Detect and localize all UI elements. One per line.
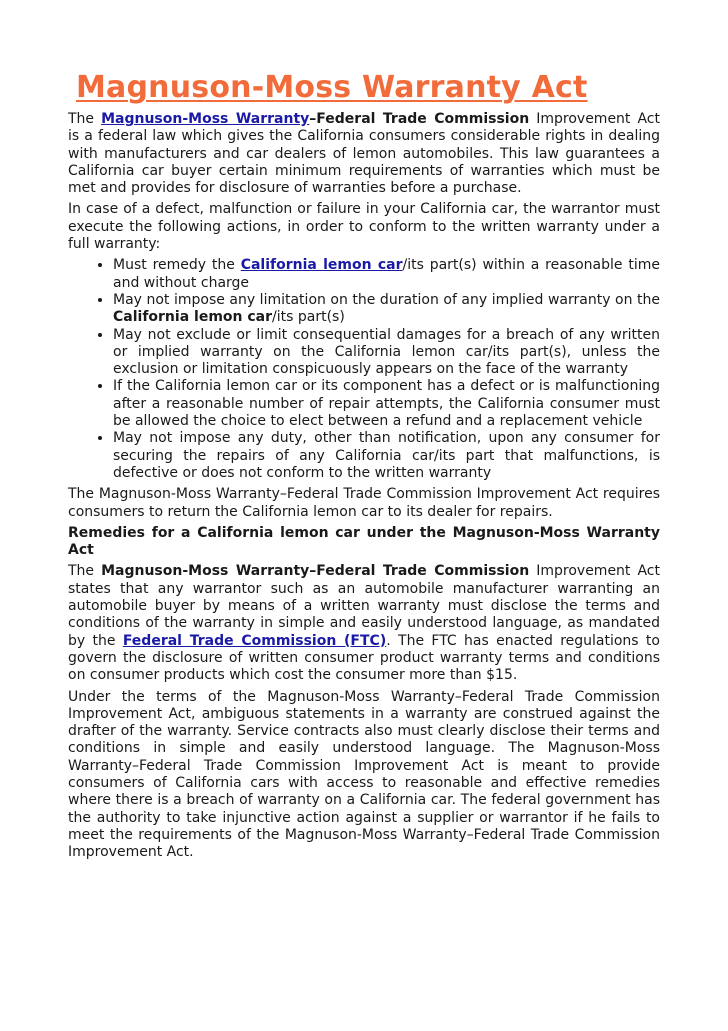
list-item: [113, 257, 660, 292]
remedies-paragraph: [68, 563, 660, 684]
bullet-2-text-1: May not impose any limitation on the duration of any implied warranty on the: [113, 291, 660, 308]
repairs-paragraph: The Magnuson-Moss Warranty–Federal Trade Commission Improvement Act requires consumers to return the California lemon car to its dealer for repairs.: [68, 486, 660, 520]
california-lemon-car-link[interactable]: California lemon car: [240, 257, 403, 274]
list-item: • May not impose any duty, other than notification, upon any consumer for securing the repairs of any California car/its part that malfunctions, is defective or does not conform to the written warranty: [113, 430, 660, 482]
magnuson-moss-warranty-link[interactable]: Magnuson-Moss Warranty: [101, 111, 310, 127]
bullet-2-bold: California lemon car: [113, 309, 273, 326]
remedies-subheading: Remedies for a California lemon car under the Magnuson-Moss Warranty Act: [68, 524, 660, 559]
intro-text-1: The: [68, 111, 102, 127]
bullet-2-text-2: /its part(s): [272, 309, 345, 326]
page-title: Magnuson-Moss Warranty Act: [76, 70, 588, 105]
intro-text-2: Improvement Act is a federal law which gives the California consumers considerable rights in dealing with manufacturers and car dealers of lemon automobiles. This law guarantees a California car buyer certain minimum requirements of warranties which must be met and provides for disclosure of warranties before a purchase.: [68, 111, 660, 197]
list-item: [113, 292, 660, 327]
intro-paragraph: [68, 111, 660, 197]
remedies-bold: Magnuson-Moss Warranty–Federal Trade Commission: [101, 563, 530, 580]
list-item: • May not exclude or limit consequential damages for a breach of any written or implied warranty on the California lemon car/its part(s), unless the exclusion or limitation conspicuously appears on the face of the warranty: [113, 327, 660, 379]
warrantor-actions-list: [68, 257, 660, 482]
defect-paragraph: In case of a defect, malfunction or failure in your California car, the warrantor must execute the following actions, in order to conform to the written warranty under a full warranty:: [68, 201, 660, 253]
list-item: • If the California lemon car or its component has a defect or is malfunctioning after a reasonable number of repair attempts, the California consumer must be allowed the choice to elect between a refund and a replacement vehicle: [113, 378, 660, 430]
bullet-1-text-2: /its part(s) within a reasonable time and without charge: [113, 257, 660, 291]
remedies-text-2: Improvement Act states that any warrantor such as an automobile manufacturer warranting an automobile buyer by means of a written warranty must disclose the terms and conditions of the warranty in simple and easily understood language, as mandated by the: [68, 563, 660, 649]
remedies-text-1: The: [68, 563, 102, 580]
intro-dash: –: [309, 111, 317, 127]
ftc-link[interactable]: Federal Trade Commission (FTC): [122, 632, 387, 649]
bullet-1-text-1: Must remedy the: [113, 257, 241, 274]
terms-paragraph: Under the terms of the Magnuson-Moss Warranty–Federal Trade Commission Improvement Act, ambiguous statements in a warranty are construed against the drafter of the warranty. Service contracts also must clearly disclose their terms and conditions in simple and easily understood language. The Magnuson-Moss Warranty–Federal Trade Commission Improvement Act is meant to provide consumers of California cars with access to reasonable and effective remedies where there is a breach of warranty on a California car. The federal government has the authority to take injunctive action against a supplier or warrantor if he fails to meet the requirements of the Magnuson-Moss Warranty–Federal Trade Commission Improvement Act.: [68, 688, 660, 861]
remedies-text-3: . The FTC has enacted regulations to govern the disclosure of written consumer product warranty terms and conditions on consumer products which cost the consumer more than $15.: [68, 632, 660, 684]
intro-bold-ftc: Federal Trade Commission: [316, 111, 530, 127]
